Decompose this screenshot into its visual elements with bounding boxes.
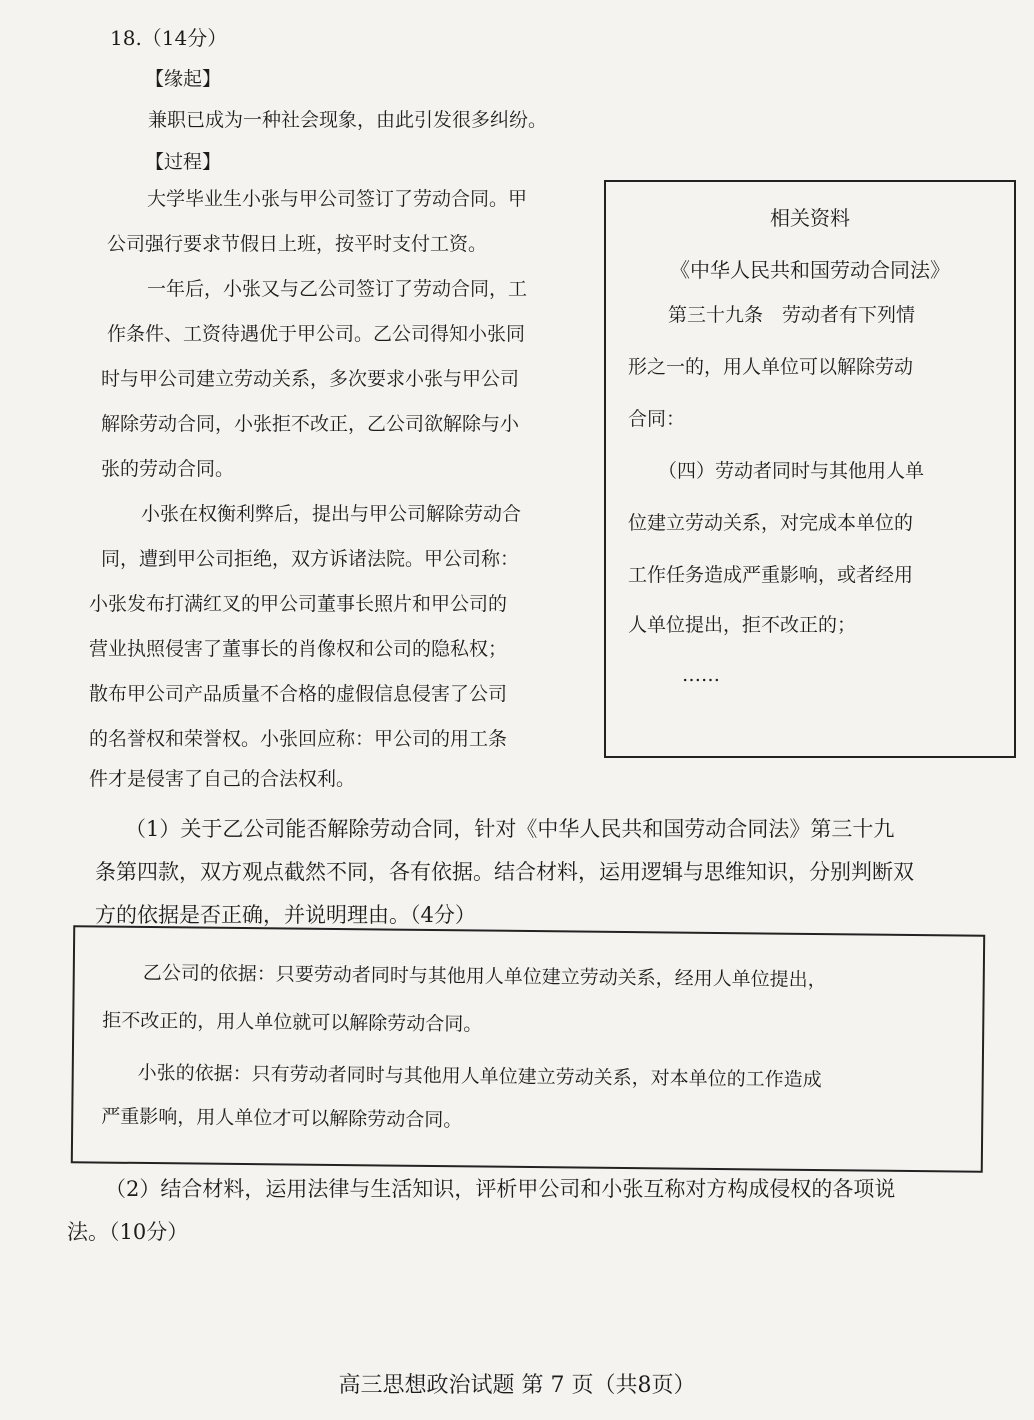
sub-question-2-line: （2）结合材料，运用法律与生活知识，评析甲公司和小张互称对方构成侵权的各项说 — [105, 1177, 896, 1201]
sub-question-1-line: 条第四款，双方观点截然不同，各有依据。结合材料，运用逻辑与思维知识，分别判断双 — [95, 860, 914, 884]
reference-box — [604, 180, 1016, 758]
origin-text: 兼职已成为一种社会现象，由此引发很多纠纷。 — [148, 109, 548, 131]
reference-title: 相关资料 — [770, 206, 850, 230]
process-text — [85, 180, 605, 790]
reference-line: （四）劳动者同时与其他用人单 — [658, 460, 925, 482]
answer-box — [71, 925, 985, 1173]
reference-line: 工作任务造成严重影响，或者经用 — [628, 564, 914, 586]
process-line: 作条件、工资待遇优于甲公司。乙公司得知小张同 — [107, 323, 526, 345]
reference-line: 形之一的，用人单位可以解除劳动 — [628, 356, 914, 378]
reference-line: 位建立劳动关系，对完成本单位的 — [628, 512, 914, 534]
process-line: 的名誉权和荣誉权。小张回应称：甲公司的用工条 — [89, 728, 508, 750]
sub-question-2-line: 法。（10分） — [67, 1220, 189, 1244]
process-line: 件才是侵害了自己的合法权利。 — [89, 768, 356, 790]
process-line: 一年后，小张又与乙公司签订了劳动合同，工 — [147, 278, 528, 300]
process-line: 时与甲公司建立劳动关系，多次要求小张与甲公司 — [101, 368, 520, 390]
process-line: 公司强行要求节假日上班，按平时支付工资。 — [107, 233, 488, 255]
process-line: 散布甲公司产品质量不合格的虚假信息侵害了公司 — [89, 683, 508, 705]
sub-question-1 — [95, 808, 985, 937]
reference-line: 第三十九条 劳动者有下列情 — [668, 304, 916, 326]
sub-question-2 — [67, 1168, 985, 1254]
process-line: 营业执照侵害了董事长的肖像权和公司的隐私权； — [89, 638, 508, 660]
question-number: 18.（14分） — [110, 26, 228, 50]
sub-question-1-line: （1）关于乙公司能否解除劳动合同，针对《中华人民共和国劳动合同法》第三十九 — [125, 817, 895, 841]
reference-line: 人单位提出，拒不改正的； — [628, 614, 857, 636]
sub-question-1-line: 方的依据是否正确，并说明理由。（4分） — [95, 903, 476, 927]
process-heading: 【过程】 — [145, 151, 222, 173]
answer-line: 拒不改正的，用人单位就可以解除劳动合同。 — [102, 1009, 483, 1036]
answer-line: 乙公司的依据：只要劳动者同时与其他用人单位建立劳动关系，经用人单位提出， — [142, 961, 827, 992]
answer-line: 小张的依据：只有劳动者同时与其他用人单位建立劳动关系，对本单位的工作造成 — [137, 1061, 822, 1092]
origin-heading: 【缘起】 — [145, 68, 222, 90]
page-footer: 高三思想政治试题 第 7 页（共8页） — [338, 1373, 696, 1398]
reference-law-name: 《中华人民共和国劳动合同法》 — [670, 258, 950, 282]
process-line: 小张在权衡利弊后，提出与甲公司解除劳动合 — [141, 503, 522, 525]
answer-line: 严重影响，用人单位才可以解除劳动合同。 — [101, 1105, 463, 1132]
reference-line: …… — [682, 664, 720, 686]
process-line: 张的劳动合同。 — [101, 458, 235, 480]
reference-line: 合同： — [628, 408, 686, 430]
process-line: 小张发布打满红叉的甲公司董事长照片和甲公司的 — [89, 593, 508, 615]
process-line: 大学毕业生小张与甲公司签订了劳动合同。甲 — [147, 188, 528, 210]
process-line: 解除劳动合同，小张拒不改正，乙公司欲解除与小 — [101, 413, 520, 435]
process-line: 同，遭到甲公司拒绝，双方诉诸法院。甲公司称： — [101, 548, 520, 570]
